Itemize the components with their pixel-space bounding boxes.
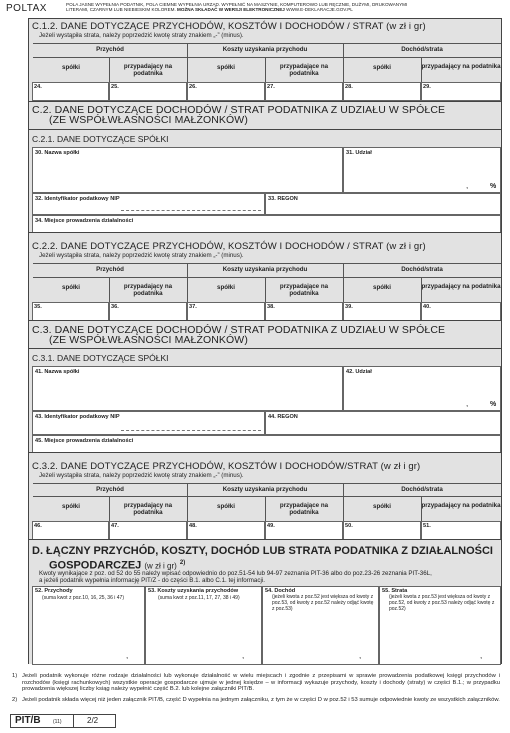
section-c32-title: C.3.2. DANE DOTYCZĄCE PRZYCHODÓW, KOSZTÓW I DOCHODÓW/STRAT (w zł i gr) [32,461,421,472]
section-c12-note: Jeżeli wystąpiła strata, należy poprzedzić kwotę straty znakiem „-” (minus). [39,32,244,39]
section-c2-subtitle: (ZE WSPÓŁWŁASNOŚCI MAŁŻONKÓW) [49,114,248,126]
footnote-1: Jeżeli podatnik wykonuje różne rodzaje działalności lub wykonuje działalność w wielu miejscach i zgodnie z przepisami w sprawie prowadzenia podatkowej księgi przychodów i rozchodów (księgi rachunkowych) wszystkie operacje gospodarcze ujmuje w jednej księdze – w informacji wykazuje przychody, koszty i dochody (straty) w części B.1.; w przypadku prowadzenia większej liczby ksiąg należy wypełnić część B.2. lub kolejne załączniki PIT/B. [22,673,500,692]
field-40[interactable]: 40. [421,302,501,321]
col-header: przypadający na podatnika [123,63,173,77]
form-code: PIT/B [15,715,41,726]
section-c21-title: C.2.1. DANE DOTYCZĄCE SPÓŁKI [32,134,169,144]
field-36[interactable]: 36. [109,302,187,321]
section-c3-title: C.3. DANE DOTYCZĄCE DOCHODÓW / STRAT PODATNIKA Z UDZIAŁU W SPÓŁCE [32,324,446,336]
section-c2-header [29,101,501,129]
place-field-45[interactable]: 45. Miejsce prowadzenia działalności [32,435,501,453]
footnote-2-marker: 2) [12,697,18,703]
field-51[interactable]: 51. [421,521,501,540]
group-header-costs: Koszty uzyskania przychodu [222,46,308,53]
company-name-field-30[interactable]: 30. Nazwa spółki [32,147,343,193]
field-46[interactable]: 46. [32,521,109,540]
nip-field-43[interactable]: 43. Identyfikator podatkowy NIP [32,411,265,435]
section-c22-title: C.2.2. DANE DOTYCZĄCE PRZYCHODÓW, KOSZTÓW I DOCHODÓW / STRAT (w zł i gr) [32,241,426,252]
footnote-1-marker: 1) [12,673,18,679]
section-c22-note: Jeżeli wystąpiła strata, należy poprzedzić kwotę straty znakiem „-” (minus). [39,252,244,259]
section-c32-note: Jeżeli wystąpiła strata, należy poprzedzić kwotę straty znakiem „-” (minus). [39,472,244,479]
section-d-subtitle: GOSPODARCZEJ (w zł i gr) $^{2)}$ [49,559,186,572]
field-25[interactable]: 25. [109,82,187,101]
field-48[interactable]: 48. [187,521,265,540]
place-field-34[interactable]: 34. Miejsce prowadzenia działalności [32,215,501,233]
income-field-54[interactable]: 54. Dochód (jeżeli kwota z poz.52 jest większa od kwoty z poz.53, od kwoty z poz.52 należy odjąć kwotę z poz.53) , [262,586,379,665]
col-header: spółki [217,284,235,291]
section-d-title: D. ŁĄCZNY PRZYCHÓD, KOSZTY, DOCHÓD LUB STRATA PODATNIKA Z DZIAŁALNOŚCI [32,545,493,557]
section-d-note-2: a jeżeli podatnik wypełnia informację PIT/Z - do części B.1. albo C.1. tej informacji. [39,577,265,584]
field-26[interactable]: 26. [187,82,265,101]
col-header: spółki [62,64,80,71]
section-c12 [29,19,501,101]
col-header: przypadający na podatnika [421,283,501,290]
group-header-income: Dochód/strata [401,266,443,273]
section-c31-title: C.3.1. DANE DOTYCZĄCE SPÓŁKI [32,353,169,363]
col-header: przypadający na podatnika [123,502,173,516]
company-name-field-41[interactable]: 41. Nazwa spółki [32,366,343,411]
field-37[interactable]: 37. [187,302,265,321]
field-24[interactable]: 24. [32,82,109,101]
section-c3-header [29,320,501,348]
col-header: spółki [217,64,235,71]
field-39[interactable]: 39. [343,302,421,321]
revenue-field-52[interactable]: 52. Przychody (suma kwot z poz.10, 16, 25, 36 i 47) , [32,586,145,665]
share-field-42[interactable]: 42. Udział , % [343,366,501,411]
group-header-revenue: Przychód [96,46,124,53]
group-header-income: Dochód/strata [401,46,443,53]
regon-field-33[interactable]: 33. REGON [265,193,501,215]
group-header-revenue: Przychód [96,266,124,273]
col-header: spółki [62,284,80,291]
nip-field-32[interactable]: 32. Identyfikator podatkowy NIP [32,193,265,215]
field-29[interactable]: 29. [421,82,501,101]
col-header: spółki [217,503,235,510]
col-header: przypadające na podatnika [279,63,329,77]
regon-field-44[interactable]: 44. REGON [265,411,501,435]
page-number: 2/2 [87,716,99,725]
section-c32 [29,452,501,539]
group-header-income: Dochód/strata [401,486,443,493]
group-header-costs: Koszty uzyskania przychodu [222,486,308,493]
section-d-note-1: Kwoty wynikające z poz. od 52 do 55 należy wpisać odpowiednio do poz.51-54 lub 94-97 zeznania PIT-36 albo do poz.23-26 zeznania PIT-36L, [39,570,432,577]
field-50[interactable]: 50. [343,521,421,540]
col-header: spółki [373,64,391,71]
group-header-costs: Koszty uzyskania przychodu [222,266,308,273]
col-header: przypadający na podatnika [123,283,173,297]
col-header: spółki [373,284,391,291]
section-d [29,539,501,664]
instructions-text: POLA JASNE WYPEŁNIA PODATNIK, POLA CIEMNE WYPEŁNIA URZĄD. WYPEŁNIĆ NA MASZYNIE, KOMPUTEROWO LUB RĘCZNIE, DUŻYMI, DRUKOWANYMI LITERAMI, CZARNYM LUB NIEBIESKIM KOLOREM. MOŻNA SKŁADAĆ W WERSJI ELEKTRONICZNEJ WWW.E-DEKLARACJE.GOV.PL [66,2,408,13]
section-c3-subtitle: (ZE WSPÓŁWŁASNOŚCI MAŁŻONKÓW) [49,334,248,346]
field-27[interactable]: 27. [265,82,343,101]
section-c12-title: C.1.2. DANE DOTYCZĄCE PRZYCHODÓW, KOSZTÓW I DOCHODÓW / STRAT (w zł i gr) [32,21,426,32]
section-c21 [29,129,501,232]
form-version: (11) [53,719,62,725]
field-47[interactable]: 47. [109,521,187,540]
col-header: spółki [373,503,391,510]
loss-field-55[interactable]: 55. Strata (jeżeli kwota z poz.53 jest większa od kwoty z poz.52, od kwoty z poz.53 należy odjąć kwotę z poz.52) , [379,586,501,665]
col-header: przypadające na podatnika [279,502,329,516]
field-28[interactable]: 28. [343,82,421,101]
costs-field-53[interactable]: 53. Koszty uzyskania przychodów (suma kwot z poz.11, 17, 27, 38 i 49) , [145,586,262,665]
col-header: przypadający na podatnika [421,502,501,509]
top-header [6,2,506,18]
field-38[interactable]: 38. [265,302,343,321]
section-c22 [29,232,501,320]
share-field-31[interactable]: 31. Udział , % [343,147,501,193]
section-c2-title: C.2. DANE DOTYCZĄCE DOCHODÓW / STRAT PODATNIKA Z UDZIAŁU W SPÓŁCE [32,104,446,116]
field-49[interactable]: 49. [265,521,343,540]
col-header: spółki [62,503,80,510]
group-header-revenue: Przychód [96,486,124,493]
col-header: przypadające na podatnika [279,283,329,297]
brand-label: POLTAX [6,3,47,14]
col-header: przypadający na podatnika [421,63,501,70]
section-c31 [29,348,501,452]
footnote-2: Jeżeli podatnik składa więcej niż jeden załącznik PIT/B, część D wypełnia na jednym załączniku, z tym że w części D w poz.52 i 53 sumuje odpowiednie kwoty ze wszystkich załączników. [22,697,500,703]
form-body [28,18,502,664]
form-footer [10,714,116,728]
field-35[interactable]: 35. [32,302,109,321]
